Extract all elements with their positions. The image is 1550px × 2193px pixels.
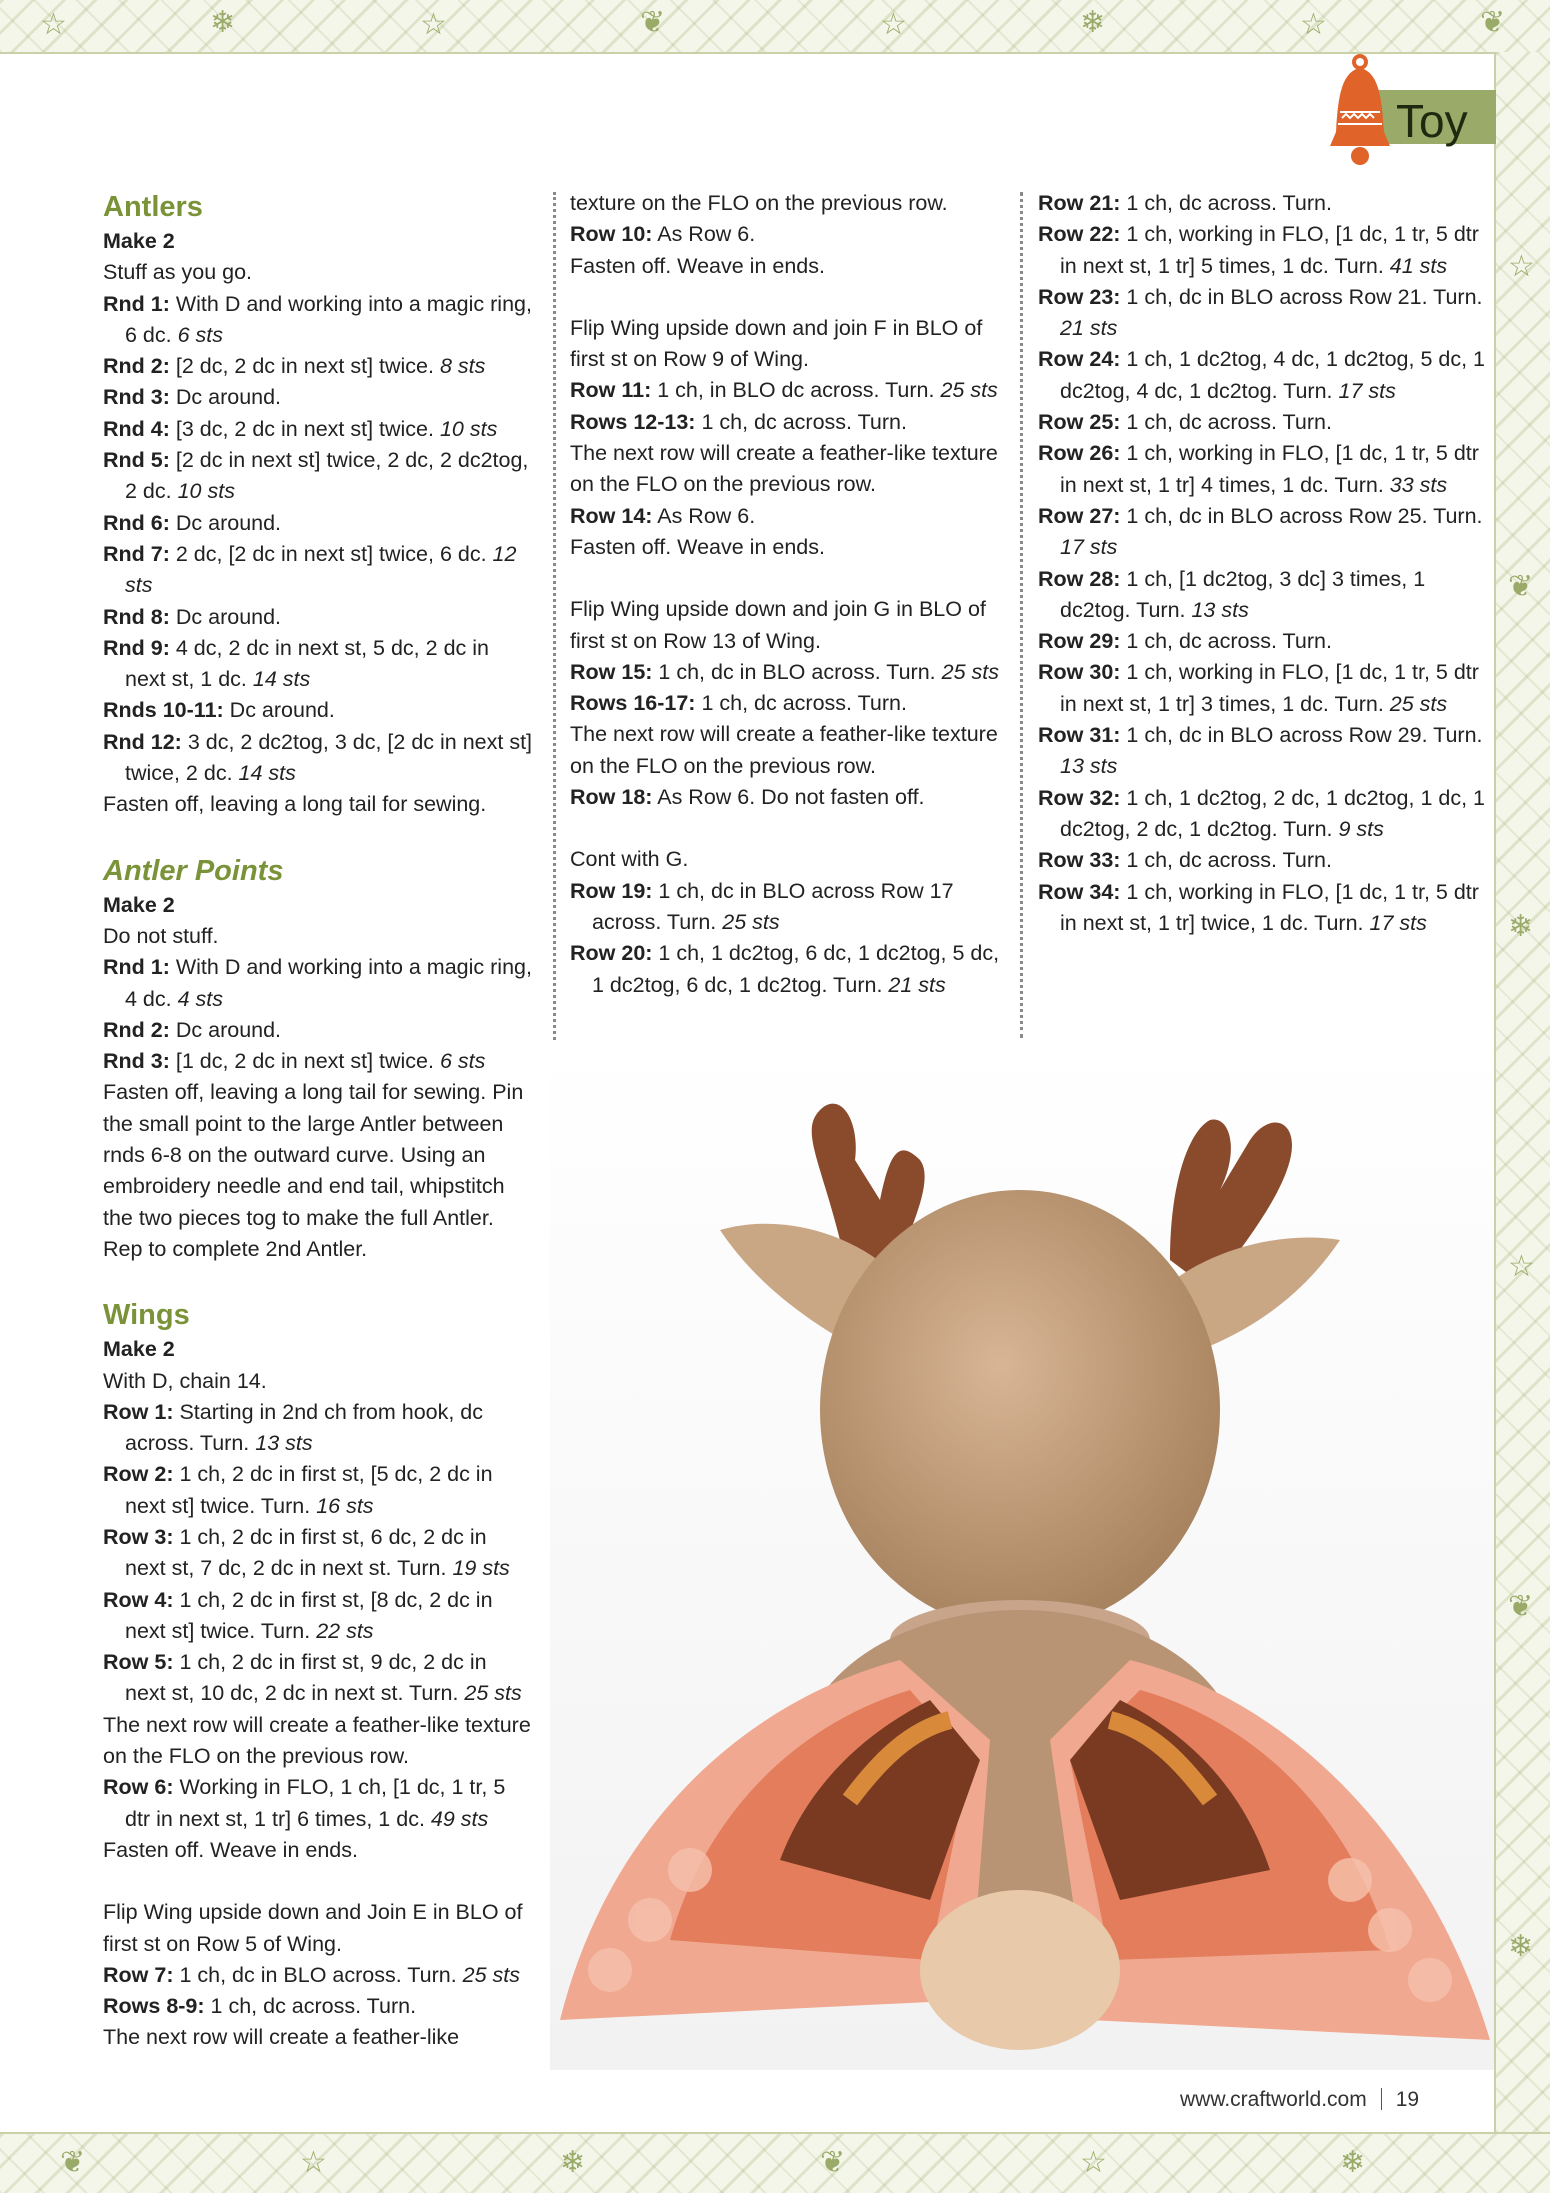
holly-icon: ❦ (820, 2145, 846, 2180)
step-text: 1 ch, [1 dc2tog, 3 dc] 3 times, 1 dc2tog. Turn. (1060, 566, 1426, 622)
column-2 (570, 188, 1015, 1001)
continue-instruction: Cont with G. (570, 847, 689, 872)
step-label: Rnd 1: (103, 291, 170, 316)
step-text: 1 ch, working in FLO, [1 dc, 1 tr, 5 dtr in next st, 1 tr] 5 times, 1 dc. Turn. (1060, 222, 1479, 278)
feather-note: The next row will create a feather-like texture on the FLO on the previous row. (570, 722, 998, 778)
fasten-off: Fasten off. Weave in ends. (570, 253, 825, 278)
step-text: 1 ch, dc in BLO across Row 25. Turn. (1120, 503, 1483, 528)
stitch-count: 13 sts (1191, 597, 1249, 622)
step-label: Rnd 2: (103, 1017, 170, 1042)
spacer (570, 813, 1015, 844)
antler-points-make: Make 2 (103, 892, 175, 917)
antlers-finish: Fasten off, leaving a long tail for sewing. (103, 792, 487, 817)
step-label: Row 5: (103, 1650, 174, 1675)
stitch-count: 17 sts (1060, 535, 1118, 560)
stitch-count: 10 sts (177, 479, 235, 504)
step-text: 2 dc, [2 dc in next st] twice, 6 dc. (169, 541, 493, 566)
snowflake-icon: ❄ (560, 2145, 586, 2180)
step-text: 1 ch, 1 dc2tog, 2 dc, 1 dc2tog, 1 dc, 1 dc2tog, 2 dc, 1 dc2tog. Turn. (1060, 785, 1485, 841)
step-text: 1 ch, dc in BLO across Row 21. Turn. (1120, 284, 1483, 309)
stitch-count: 25 sts (464, 1681, 522, 1706)
stitch-count: 25 sts (1389, 691, 1448, 716)
star-icon: ☆ (40, 7, 67, 42)
stitch-count: 8 sts (439, 354, 486, 379)
pattern-step (1038, 564, 1493, 627)
step-text: 1 ch, 2 dc in first st, [8 dc, 2 dc in next st] twice. Turn. (125, 1587, 493, 1643)
step-label: Rnd 8: (103, 604, 170, 629)
step-text: Dc around. (169, 604, 282, 629)
page-number: 19 (1395, 2088, 1420, 2111)
pattern-step: Row 14: As Row 6. (570, 503, 756, 528)
section-tab-label: Toy (1396, 95, 1468, 147)
wings-steps (103, 1397, 533, 1710)
stitch-count: 14 sts (238, 761, 296, 786)
pattern-step (103, 508, 533, 539)
star-icon: ☆ (1508, 249, 1535, 284)
step-label: Row 29: (1038, 629, 1121, 654)
step-label: Rnd 6: (103, 510, 170, 535)
pattern-step (1038, 438, 1493, 501)
step-text: 1 ch, working in FLO, [1 dc, 1 tr, 5 dtr in next st, 1 tr] twice, 1 dc. Turn. (1060, 879, 1479, 935)
step-label: Row 32: (1038, 785, 1121, 810)
pattern-step: Rows 8-9: 1 ch, dc across. Turn. (103, 1994, 417, 2019)
website-url[interactable]: www.craftworld.com (1180, 2088, 1367, 2111)
star-icon: ☆ (420, 7, 447, 42)
step-text: 4 dc, 2 dc in next st, 5 dc, 2 dc in next st, 1 dc. (125, 635, 489, 692)
step-text: 1 ch, dc across. Turn. (1120, 629, 1332, 654)
pattern-step (1038, 188, 1493, 219)
pattern-step (1038, 845, 1493, 876)
stitch-count: 22 sts (316, 1618, 374, 1643)
stitch-count: 19 sts (452, 1556, 510, 1581)
step-label: Row 27: (1038, 503, 1121, 528)
pattern-step (1038, 877, 1493, 940)
pattern-step (103, 1397, 533, 1460)
pattern-step (103, 633, 533, 696)
ornament-icon: ❦ (640, 5, 666, 40)
ornament-icon: ❦ (1508, 1589, 1534, 1624)
wings-steps (1038, 188, 1493, 939)
step-label: Rnd 3: (103, 385, 170, 410)
pattern-step (1038, 344, 1493, 407)
pattern-step: Row 11: 1 ch, in BLO dc across. Turn. 25 sts (570, 378, 998, 403)
ornament-icon: ❦ (1508, 569, 1534, 604)
step-label: Row 26: (1038, 441, 1121, 466)
stitch-count: 41 sts (1389, 253, 1448, 278)
pattern-step: Rows 16-17: 1 ch, dc across. Turn. (570, 691, 907, 716)
holiday-doodle-border-top (0, 0, 1550, 54)
wings-intro: With D, chain 14. (103, 1368, 267, 1393)
pattern-step: Row 20: 1 ch, 1 dc2tog, 6 dc, 1 dc2tog, 5 dc, 1 dc2tog, 6 dc, 1 dc2tog. Turn. 21 sts (570, 941, 1000, 997)
feather-note-start: The next row will create a feather-like (103, 2025, 460, 2050)
pattern-step (103, 602, 533, 633)
pattern-step: Row 7: 1 ch, dc in BLO across. Turn. 25 sts (103, 1962, 521, 1987)
crochet-reindeer-photo (550, 1040, 1494, 2070)
step-label: Row 21: (1038, 191, 1121, 215)
step-label: Rnd 1: (103, 955, 170, 980)
join-e-instruction: Flip Wing upside down and Join E in BLO of first st on Row 5 of Wing. (103, 1900, 523, 1956)
step-text: With D and working into a magic ring, 4 dc. (125, 955, 532, 1011)
pattern-step (103, 445, 533, 508)
step-label: Row 22: (1038, 222, 1121, 247)
pattern-step (103, 1015, 533, 1046)
antlers-make: Make 2 (103, 229, 175, 253)
pattern-step (103, 539, 533, 602)
spacer (570, 563, 1015, 594)
step-text: 1 ch, 1 dc2tog, 4 dc, 1 dc2tog, 5 dc, 1 dc2tog, 4 dc, 1 dc2tog. Turn. (1060, 347, 1485, 403)
step-label: Row 1: (103, 1399, 174, 1424)
star-icon: ☆ (1508, 1249, 1535, 1284)
pattern-step (103, 414, 533, 445)
step-text: 1 ch, dc across. Turn. (1120, 191, 1332, 215)
step-text: Starting in 2nd ch from hook, dc across. Turn. (125, 1399, 484, 1456)
stitch-count: 6 sts (439, 1049, 486, 1074)
feather-note-end: texture on the FLO on the previous row. (570, 191, 948, 215)
stitch-count: 12 sts (125, 541, 517, 598)
step-label: Row 33: (1038, 848, 1121, 873)
step-text: Dc around. (223, 698, 335, 723)
snowflake-icon: ❄ (1340, 2145, 1366, 2180)
pattern-step (103, 1585, 533, 1648)
page-footer (1180, 2088, 1419, 2112)
antlers-heading: Antlers (103, 191, 203, 223)
pattern-step (103, 727, 533, 790)
fasten-off: Fasten off. Weave in ends. (570, 534, 825, 559)
step-label: Rnd 4: (103, 416, 170, 441)
antler-points-heading: Antler Points (103, 854, 284, 887)
stitch-count: 21 sts (1060, 316, 1118, 341)
step-label: Rnd 7: (103, 541, 170, 566)
ornament-icon: ❦ (1480, 5, 1506, 40)
stitch-count: 16 sts (316, 1493, 374, 1518)
step-text: 1 ch, dc in BLO across Row 29. Turn. (1120, 723, 1483, 748)
step-text: 1 ch, 2 dc in first st, 9 dc, 2 dc in next st, 10 dc, 2 dc in next st. Turn. (125, 1650, 487, 1706)
snowflake-icon: ❄ (210, 5, 236, 40)
pattern-step (1038, 219, 1493, 282)
step-label: Row 34: (1038, 879, 1121, 904)
pattern-step (103, 1459, 533, 1522)
join-g-instruction: Flip Wing upside down and join G in BLO of first st on Row 13 of Wing. (570, 597, 986, 653)
pattern-step (103, 1647, 533, 1710)
snowflake-icon: ❄ (1508, 909, 1534, 944)
stitch-count: 17 sts (1338, 378, 1396, 403)
step-label: Rnd 5: (103, 448, 170, 473)
pattern-step (1038, 282, 1493, 345)
spacer (103, 1265, 533, 1296)
feather-note: The next row will create a feather-like texture on the FLO on the previous row. (570, 441, 998, 497)
step-text: 3 dc, 2 dc2tog, 3 dc, [2 dc in next st] twice, 2 dc. (125, 729, 533, 786)
step-label: Rnd 3: (103, 1049, 170, 1074)
holiday-doodle-border-right (1494, 52, 1550, 2132)
step-label: Rnd 9: (103, 635, 170, 660)
step-text: [2 dc, 2 dc in next st] twice. (169, 354, 440, 379)
step-label: Row 28: (1038, 566, 1121, 591)
column-3 (1038, 188, 1493, 939)
step-label: Rnd 12: (103, 729, 182, 754)
pattern-step (1038, 626, 1493, 657)
step-text: 1 ch, working in FLO, [1 dc, 1 tr, 5 dtr in next st, 1 tr] 3 times, 1 dc. Turn. (1060, 660, 1479, 716)
step-text: [2 dc in next st] twice, 2 dc, 2 dc2tog, 2 dc. (125, 448, 529, 504)
stitch-count: 6 sts (177, 322, 223, 347)
step-label: Row 25: (1038, 410, 1121, 435)
stitch-count: 17 sts (1369, 910, 1427, 935)
step-label: Row 31: (1038, 723, 1121, 748)
pattern-step (1038, 501, 1493, 564)
stitch-count: 14 sts (252, 667, 311, 692)
pattern-step (1038, 720, 1493, 783)
step-text: Dc around. (169, 1017, 282, 1042)
step-text: [3 dc, 2 dc in next st] twice. (169, 416, 440, 441)
holiday-doodle-border-bottom (0, 2132, 1550, 2193)
step-text: 1 ch, working in FLO, [1 dc, 1 tr, 5 dtr in next st, 1 tr] 4 times, 1 dc. Turn. (1060, 441, 1479, 497)
antler-points-finish: Fasten off, leaving a long tail for sewing. Pin the small point to the large Antler between rnds 6-8 on the outward curve. Using an embroidery needle and end tail, whipstitch the two pieces tog to make the full Antler. Rep to complete 2nd Antler. (103, 1080, 524, 1261)
pattern-step: Row 15: 1 ch, dc in BLO across. Turn. 25 sts (570, 659, 999, 684)
pattern-step (1038, 657, 1493, 720)
step-text: 1 ch, 2 dc in first st, 6 dc, 2 dc in next st, 7 dc, 2 dc in next st. Turn. (125, 1524, 487, 1581)
step-label: Row 30: (1038, 660, 1121, 685)
footer-divider (1381, 2088, 1382, 2110)
spacer (103, 821, 533, 852)
pattern-step: Row 19: 1 ch, dc in BLO across Row 17 across. Turn. 25 sts (570, 878, 954, 934)
step-label: Row 3: (103, 1524, 174, 1549)
spacer (103, 1866, 533, 1897)
step-text: With D and working into a magic ring, 6 dc. (125, 291, 532, 347)
star-icon: ☆ (1300, 7, 1327, 42)
pattern-step: Row 10: As Row 6. (570, 222, 756, 247)
stitch-count: 33 sts (1389, 472, 1448, 497)
step-label: Row 2: (103, 1462, 174, 1487)
antler-points-steps (103, 952, 533, 1077)
step-text: 1 ch, dc across. Turn. (1120, 848, 1332, 873)
snowflake-icon: ❄ (1508, 1929, 1534, 1964)
step-label: Rnds 10-11: (103, 698, 224, 723)
step-label: Row 24: (1038, 347, 1121, 372)
pattern-step (103, 1046, 533, 1077)
step-label: Row 23: (1038, 284, 1121, 309)
pattern-step (103, 382, 533, 413)
step-text: Dc around. (169, 385, 282, 410)
pattern-step (103, 952, 533, 1015)
antlers-intro: Stuff as you go. (103, 260, 253, 285)
step-label: Row 4: (103, 1587, 174, 1612)
pattern-step: Rows 12-13: 1 ch, dc across. Turn. (570, 409, 907, 434)
snowflake-icon: ❄ (1080, 5, 1106, 40)
pattern-step (1038, 407, 1493, 438)
star-icon: ☆ (880, 7, 907, 42)
pattern-step (103, 695, 533, 726)
join-f-instruction: Flip Wing upside down and join F in BLO of first st on Row 9 of Wing. (570, 315, 983, 372)
step-label: Rnd 2: (103, 354, 170, 379)
pattern-step: Row 6: Working in FLO, 1 ch, [1 dc, 1 tr, 5 dtr in next st, 1 tr] 6 times, 1 dc. 49 sts (103, 1775, 506, 1831)
stitch-count: 13 sts (255, 1431, 313, 1456)
antler-points-intro: Do not stuff. (103, 923, 219, 948)
feather-note: The next row will create a feather-like texture on the FLO on the previous row. (103, 1712, 531, 1769)
stitch-count: 4 sts (177, 986, 223, 1011)
step-text: 1 ch, 2 dc in first st, [5 dc, 2 dc in next st] twice. Turn. (125, 1462, 493, 1518)
stitch-count: 10 sts (439, 416, 498, 441)
antlers-steps (103, 289, 533, 790)
fasten-off: Fasten off. Weave in ends. (103, 1837, 358, 1862)
step-text: 1 ch, dc across. Turn. (1120, 410, 1332, 435)
stitch-count: 9 sts (1338, 816, 1384, 841)
column-divider (1020, 192, 1023, 1038)
star-icon: ☆ (1080, 2145, 1107, 2180)
section-badge (1326, 52, 1496, 176)
pattern-step (1038, 783, 1493, 846)
step-text: Dc around. (169, 510, 282, 535)
pattern-step (103, 351, 533, 382)
pattern-step: Row 18: As Row 6. Do not fasten off. (570, 785, 925, 810)
pattern-step (103, 1522, 533, 1585)
stitch-count: 13 sts (1060, 754, 1118, 779)
step-text: [1 dc, 2 dc in next st] twice. (169, 1049, 440, 1074)
column-1 (103, 188, 533, 2054)
wings-heading: Wings (103, 1299, 190, 1332)
star-icon: ☆ (300, 2145, 327, 2180)
wings-make: Make 2 (103, 1337, 175, 1362)
holly-icon: ❦ (60, 2145, 86, 2180)
spacer (570, 282, 1015, 313)
pattern-step (103, 289, 533, 352)
